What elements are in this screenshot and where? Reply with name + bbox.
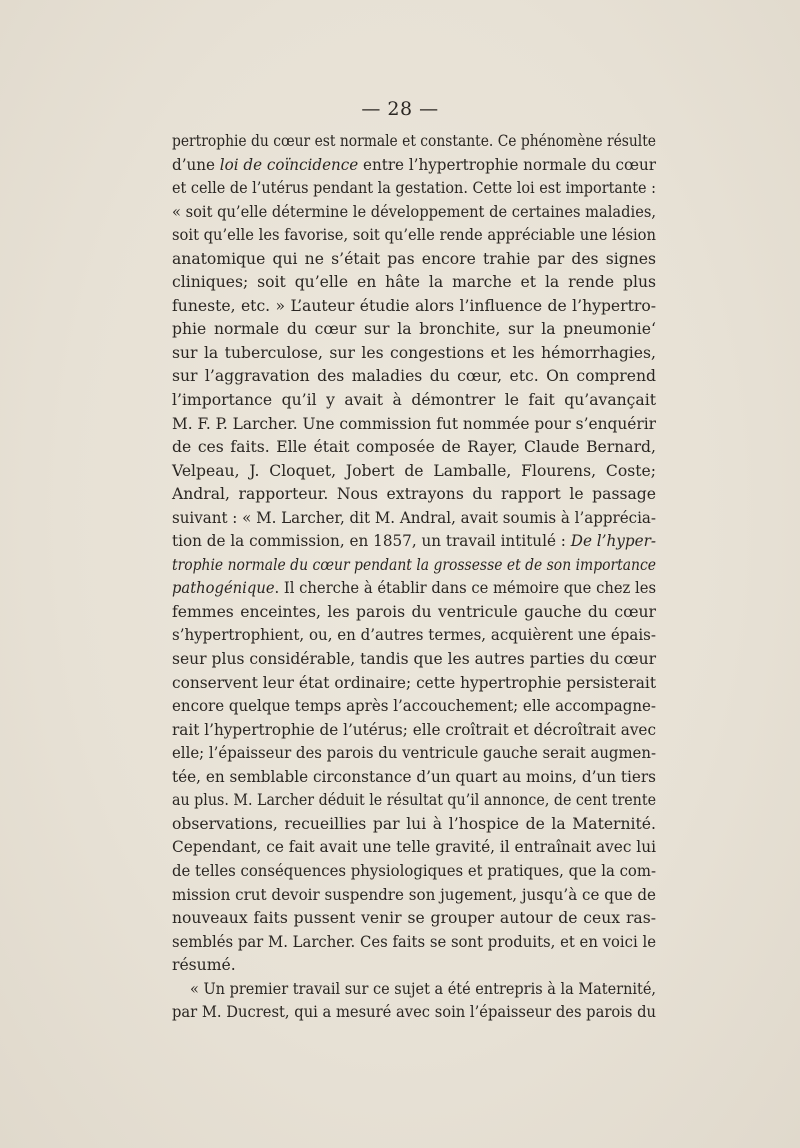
- text-span: soit qu’elle les favorise, soit qu’elle rende appréciable une lésion: [172, 226, 656, 245]
- text-span: tion de la commission, en 1857, un travail intitulé :: [172, 532, 571, 551]
- text-line: [172, 931, 656, 955]
- text-span: résumé.: [172, 956, 236, 975]
- text-span: tée, en semblable circonstance d’un quart au moins, d’un tiers: [172, 767, 657, 786]
- text-line: [172, 554, 656, 578]
- text-line: [172, 177, 656, 201]
- text-span: cliniques; soit qu’elle en hâte la marche et la rende plus: [172, 273, 656, 292]
- text-span: s’hypertrophient, ou, en d’autres termes, acquièrent une épais-: [172, 626, 656, 645]
- text-span: rait l’hypertrophie de l’utérus; elle croîtrait et décroîtrait avec: [172, 720, 657, 739]
- text-line: [172, 389, 656, 413]
- text-span: encore quelque temps après l’accouchement; elle accompagne-: [172, 697, 656, 716]
- text-line: [172, 413, 656, 437]
- text-span: d’une: [172, 155, 220, 174]
- text-line: [172, 365, 656, 389]
- text-line: [172, 318, 656, 342]
- text-span: Andral, rapporteur. Nous extrayons du rapport le passage: [172, 485, 656, 504]
- text-line: [172, 695, 656, 719]
- text-line: [172, 766, 656, 790]
- text-line: [172, 719, 656, 743]
- text-line: [172, 483, 656, 507]
- text-line: [172, 436, 656, 460]
- text-span: femmes enceintes, les parois du ventricule gauche du cœur: [172, 602, 656, 621]
- text-span: l’importance qu’il y avait à démontrer le fait qu’avançait: [172, 391, 656, 410]
- text-span: entre l’hypertrophie normale du cœur: [358, 155, 656, 174]
- text-span: M. F. P. Larcher. Une commission fut nommée pour s’enquérir: [172, 414, 657, 433]
- text-span: Velpeau, J. Cloquet, Jobert de Lamballe, Flourens, Coste;: [172, 461, 656, 480]
- text-line: [172, 789, 656, 813]
- text-span: sur la tuberculose, sur les congestions et les hémorrhagies,: [172, 343, 656, 362]
- text-line: [172, 813, 656, 837]
- italic-text: De l’hyper-: [570, 532, 656, 551]
- text-line: [172, 624, 656, 648]
- text-line: [172, 530, 656, 554]
- text-span: de telles conséquences physiologiques et pratiques, que la com-: [172, 861, 657, 880]
- text-line: [172, 742, 656, 766]
- italic-text: loi de coïncidence: [219, 155, 359, 174]
- text-span: observations, recueillies par lui à l’hospice de la Maternité.: [172, 814, 656, 833]
- text-line: [172, 295, 656, 319]
- text-span: phie normale du cœur sur la bronchite, sur la pneumonie‘: [172, 320, 656, 339]
- text-span: au plus. M. Larcher déduit le résultat qu’il annonce, de cent trente: [172, 791, 656, 810]
- text-line: [172, 201, 656, 225]
- text-line: [172, 154, 656, 178]
- text-line: [172, 648, 656, 672]
- text-line: [172, 248, 656, 272]
- italic-text: pathogénique: [172, 579, 275, 598]
- text-line: [172, 978, 656, 1002]
- text-line: [172, 884, 656, 908]
- text-line: [172, 672, 656, 696]
- text-line: [172, 907, 656, 931]
- text-span: par M. Ducrest, qui a mesuré avec soin l’épaisseur des parois du: [172, 1003, 657, 1022]
- page-number: — 28 —: [361, 98, 439, 120]
- text-span: Cependant, ce fait avait une telle gravité, il entraînait avec lui: [172, 838, 656, 857]
- text-span: anatomique qui ne s’était pas encore trahie par des signes: [172, 249, 656, 268]
- text-span: suivant : « M. Larcher, dit M. Andral, avait soumis à l’apprécia-: [172, 508, 657, 527]
- text-line: [172, 271, 656, 295]
- text-span: nouveaux faits pussent venir se grouper autour de ceux ras-: [172, 909, 656, 928]
- text-line: [172, 342, 656, 366]
- text-span: « soit qu’elle détermine le développement de certaines maladies,: [172, 202, 657, 221]
- text-line: [172, 601, 656, 625]
- text-line: [172, 954, 656, 978]
- text-line: [172, 460, 656, 484]
- text-line: [172, 130, 656, 154]
- text-span: sur l’aggravation des maladies du cœur, etc. On comprend: [172, 367, 656, 386]
- text-span: elle; l’épaisseur des parois du ventricule gauche serait augmen-: [172, 744, 656, 763]
- italic-text: trophie normale du cœur pendant la grossesse et de son importance: [172, 555, 657, 574]
- text-line: [172, 577, 656, 601]
- text-span: seur plus considérable, tandis que les autres parties du cœur: [172, 650, 657, 669]
- text-span: et celle de l’utérus pendant la gestation. Cette loi est importante :: [172, 179, 657, 198]
- text-span: funeste, etc. » L’auteur étudie alors l’influence de l’hypertro-: [172, 296, 656, 315]
- body-text: [172, 130, 656, 1025]
- text-span: semblés par M. Larcher. Ces faits se sont produits, et en voici le: [172, 932, 656, 951]
- text-span: pertrophie du cœur est normale et constante. Ce phénomène résulte: [172, 132, 657, 150]
- text-line: [172, 860, 656, 884]
- text-span: . Il cherche à établir dans ce mémoire que chez les: [274, 579, 657, 598]
- text-span: de ces faits. Elle était composée de Rayer, Claude Bernard,: [172, 438, 656, 457]
- text-line: [172, 836, 656, 860]
- text-span: mission crut devoir suspendre son jugement, jusqu’à ce que de: [172, 885, 656, 904]
- text-span: « Un premier travail sur ce sujet a été entrepris à la Maternité,: [190, 979, 657, 998]
- text-line: [172, 1001, 656, 1025]
- text-line: [172, 224, 656, 248]
- text-line: [172, 507, 656, 531]
- text-span: conservent leur état ordinaire; cette hypertrophie persisterait: [172, 673, 657, 692]
